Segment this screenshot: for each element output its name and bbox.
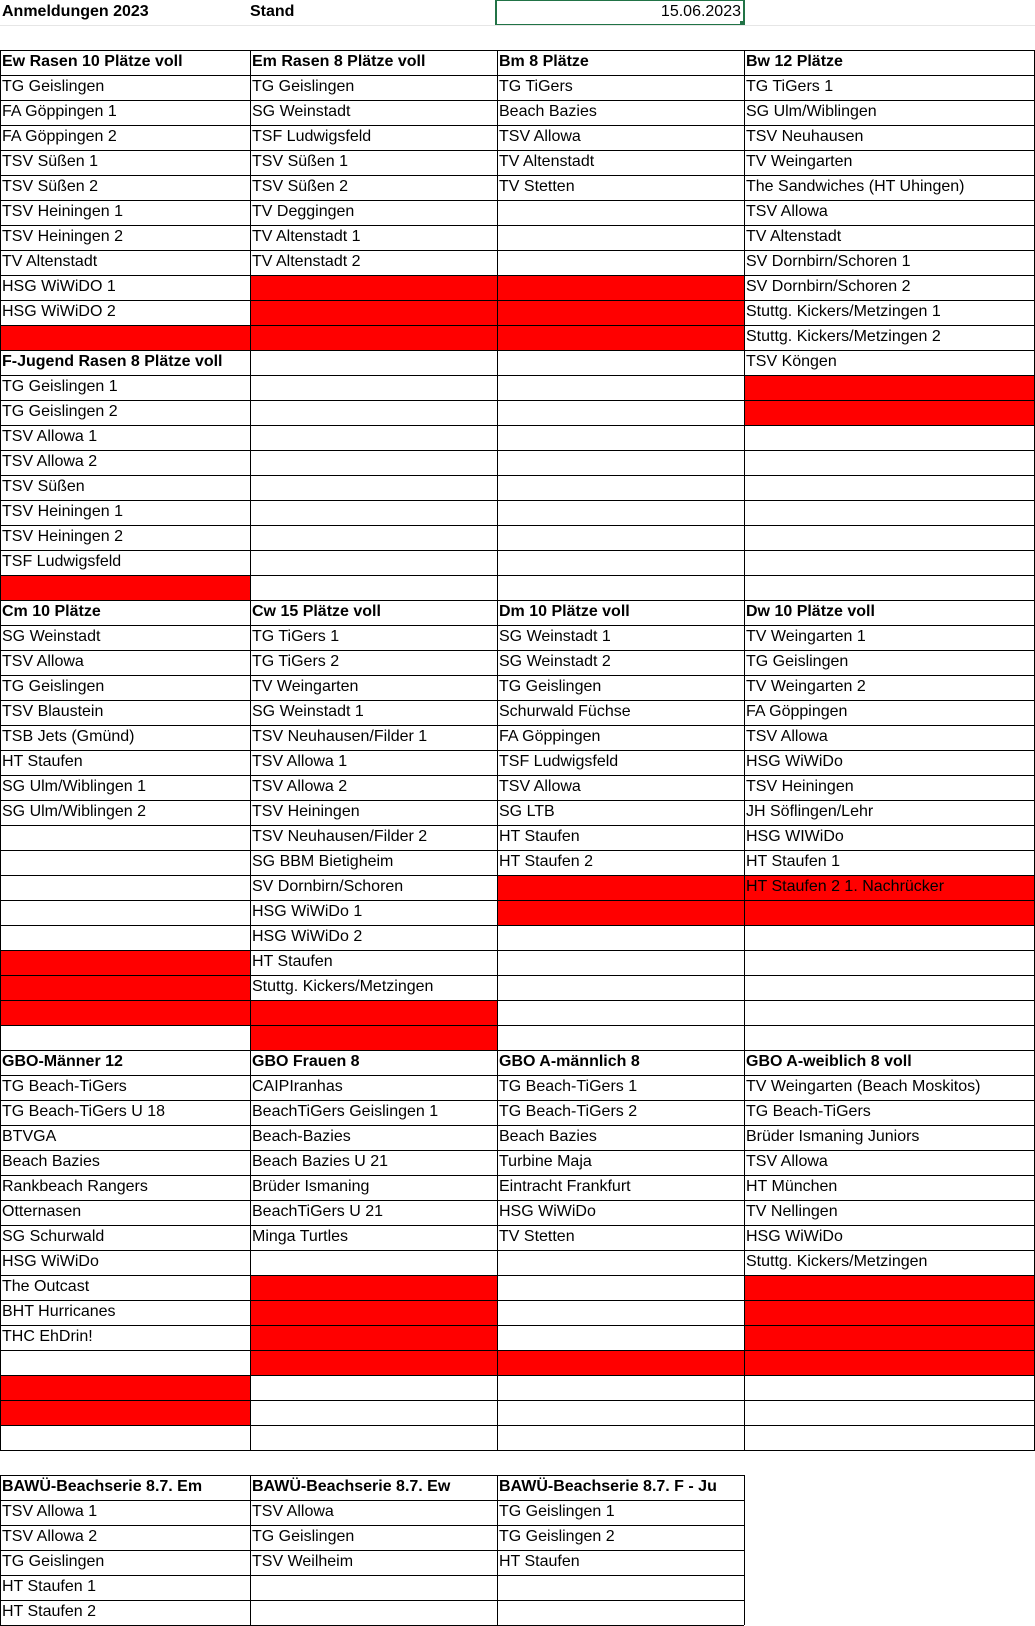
column-border [0, 600, 1, 1050]
row-border [0, 900, 1035, 901]
team-cell[interactable]: TSV Weilheim [252, 1553, 354, 1570]
row-border [0, 1100, 1035, 1101]
column-header[interactable]: Em Rasen 8 Plätze voll [252, 53, 426, 70]
row-border [0, 1400, 1035, 1401]
team-cell[interactable]: TSB Jets (Gmünd) [2, 728, 135, 745]
row-border [0, 1525, 744, 1526]
row-border [0, 75, 1035, 76]
column-border [497, 600, 498, 1050]
team-cell[interactable]: SG Weinstadt 2 [499, 653, 611, 670]
row-border [0, 300, 1035, 301]
team-cell[interactable]: TSV Heiningen 2 [2, 528, 123, 545]
team-cell[interactable]: TSV Süßen [2, 478, 85, 495]
team-cell[interactable]: HT München [746, 1178, 838, 1195]
row-border [0, 850, 1035, 851]
team-cell[interactable]: TG Beach-TiGers [746, 1103, 871, 1120]
team-cell[interactable]: TV Weingarten 1 [746, 628, 866, 645]
row-border [0, 1075, 1035, 1076]
row-border [0, 50, 1035, 51]
column-border [497, 50, 498, 600]
column-header[interactable]: Dw 10 Plätze voll [746, 603, 875, 620]
row-border [0, 1425, 250, 1426]
column-header[interactable]: GBO-Männer 12 [2, 1053, 123, 1070]
team-cell[interactable]: TSV Allowa [2, 653, 84, 670]
row-border [0, 1025, 1035, 1026]
row-border [0, 750, 1035, 751]
row-border [0, 100, 1035, 101]
row-border [0, 200, 1035, 201]
row-border [0, 1575, 744, 1576]
row-border [0, 1175, 1035, 1176]
team-cell[interactable]: TG TiGers [499, 78, 573, 95]
team-cell[interactable]: HSG WiWiDo [746, 1228, 843, 1245]
team-cell[interactable]: TSV Süßen 1 [252, 153, 349, 170]
row-border [0, 450, 1035, 451]
team-cell[interactable]: BeachTiGers Geislingen 1 [252, 1103, 439, 1120]
team-cell[interactable]: TG Beach-TiGers [2, 1078, 127, 1095]
full-slot-marker[interactable] [744, 1325, 1035, 1350]
team-cell[interactable]: HT Staufen 2 [499, 853, 593, 870]
team-cell[interactable]: SG LTB [499, 803, 555, 820]
team-cell[interactable]: Brüder Ismaning Juniors [746, 1128, 920, 1145]
team-cell[interactable]: BTVGA [2, 1128, 57, 1145]
row-border [0, 1450, 1035, 1451]
team-cell[interactable]: TSV Allowa [746, 1153, 828, 1170]
full-slot-marker[interactable] [250, 300, 497, 325]
row-border [0, 500, 1035, 501]
team-cell[interactable]: TV Weingarten (Beach Moskitos) [746, 1078, 981, 1095]
row-border [0, 1475, 744, 1476]
team-cell[interactable]: TG TiGers 2 [252, 653, 340, 670]
team-cell[interactable]: TG Geislingen 1 [2, 378, 118, 395]
full-slot-marker[interactable] [744, 900, 1035, 925]
team-cell[interactable]: TSV Allowa 2 [2, 453, 98, 470]
row-border [0, 875, 1035, 876]
team-cell[interactable]: TSV Heiningen 1 [2, 503, 123, 520]
team-cell[interactable]: TV Stetten [499, 178, 575, 195]
team-cell[interactable]: TSV Allowa [746, 728, 828, 745]
column-header[interactable]: Bm 8 Plätze [499, 53, 589, 70]
row-border [0, 950, 1035, 951]
row-border [0, 1375, 1035, 1376]
team-cell[interactable]: FA Göppingen 1 [2, 103, 117, 120]
team-cell[interactable]: TV Stetten [499, 1228, 575, 1245]
team-cell[interactable]: TG Geislingen [746, 653, 849, 670]
team-cell[interactable]: TG Geislingen [252, 1528, 355, 1545]
team-cell[interactable]: Beach Bazies [2, 1153, 100, 1170]
team-cell[interactable]: TV Altenstadt [499, 153, 595, 170]
row-border [0, 775, 1035, 776]
team-cell[interactable]: HSG WIWiDo [746, 828, 844, 845]
full-slot-marker[interactable] [250, 1275, 497, 1300]
full-slot-marker[interactable] [0, 1000, 250, 1025]
date-cell[interactable]: 15.06.2023 [496, 0, 744, 25]
full-slot-marker[interactable] [744, 1350, 1035, 1375]
team-cell[interactable]: SG Weinstadt [2, 628, 101, 645]
team-cell[interactable]: The Outcast [2, 1278, 90, 1295]
column-border [0, 1475, 1, 1625]
row-border [0, 1350, 1035, 1351]
team-cell[interactable]: TSV Allowa [746, 203, 828, 220]
team-cell[interactable]: Stuttg. Kickers/Metzingen [252, 978, 434, 995]
column-header[interactable]: Cm 10 Plätze [2, 603, 101, 620]
row-border [0, 1300, 1035, 1301]
team-cell[interactable]: TG Geislingen 2 [499, 1528, 615, 1545]
column-border [250, 50, 251, 600]
team-cell[interactable]: HT Staufen [252, 953, 333, 970]
column-header[interactable]: BAWÜ-Beachserie 8.7. F - Ju [499, 1478, 717, 1495]
sheet-title[interactable]: Anmeldungen 2023 [2, 3, 149, 20]
row-border [0, 625, 1035, 626]
team-cell[interactable]: SV Dornbirn/Schoren 1 [746, 253, 911, 270]
full-slot-marker[interactable] [0, 975, 250, 1000]
row-border [0, 1200, 1035, 1201]
team-cell[interactable]: TSV Allowa [499, 778, 581, 795]
column-border [0, 1050, 1, 1450]
row-border [0, 725, 1035, 726]
team-cell[interactable]: SG Ulm/Wiblingen [746, 103, 877, 120]
row-border [0, 800, 1035, 801]
row-border [0, 175, 1035, 176]
column-border [744, 1475, 745, 1625]
team-cell[interactable]: TSV Neuhausen/Filder 2 [252, 828, 428, 845]
full-slot-marker[interactable] [250, 275, 497, 300]
team-cell[interactable]: Beach Bazies [499, 1128, 597, 1145]
team-cell[interactable]: TSV Allowa [499, 128, 581, 145]
team-cell[interactable]: TV Weingarten [252, 678, 359, 695]
full-slot-marker[interactable] [250, 1350, 497, 1375]
column-header[interactable]: BAWÜ-Beachserie 8.7. Em [2, 1478, 203, 1495]
row-border [0, 1225, 1035, 1226]
team-cell[interactable]: HSG WiWiDo [2, 1253, 99, 1270]
team-cell[interactable]: Beach Bazies U 21 [252, 1153, 389, 1170]
column-header[interactable]: F-Jugend Rasen 8 Plätze voll [2, 353, 223, 370]
row-border [0, 825, 1035, 826]
full-slot-marker[interactable] [250, 325, 497, 350]
team-cell[interactable]: Brüder Ismaning [252, 1178, 370, 1195]
row-border [0, 675, 1035, 676]
gridline [0, 25, 1035, 26]
team-cell[interactable]: TG TiGers 1 [746, 78, 834, 95]
team-cell[interactable]: TSV Allowa 2 [252, 778, 348, 795]
team-cell[interactable]: TG TiGers 1 [252, 628, 340, 645]
team-cell[interactable]: TSV Heiningen [252, 803, 360, 820]
full-slot-marker[interactable] [250, 1025, 497, 1050]
team-cell[interactable]: TSV Allowa 1 [2, 428, 98, 445]
team-cell[interactable]: TSF Ludwigsfeld [499, 753, 619, 770]
row-border [0, 1000, 1035, 1001]
row-border [0, 925, 1035, 926]
team-cell[interactable]: TSV Allowa [252, 1503, 334, 1520]
column-header[interactable]: GBO A-weiblich 8 voll [746, 1053, 912, 1070]
team-cell[interactable]: TSV Köngen [746, 353, 837, 370]
row-border [0, 1150, 1035, 1151]
full-slot-marker[interactable] [250, 1000, 497, 1025]
team-cell[interactable]: TV Altenstadt [746, 228, 842, 245]
team-cell[interactable]: TG Geislingen 2 [2, 403, 118, 420]
full-slot-marker[interactable] [744, 400, 1035, 425]
team-cell[interactable]: HSG WiWiDo 1 [252, 903, 363, 920]
team-cell[interactable]: Stuttg. Kickers/Metzingen 1 [746, 303, 941, 320]
column-header[interactable]: Bw 12 Plätze [746, 53, 843, 70]
full-slot-marker[interactable] [497, 900, 744, 925]
team-cell[interactable]: TSV Süßen 1 [2, 153, 99, 170]
team-cell[interactable]: SG BBM Bietigheim [252, 853, 394, 870]
row-border [0, 325, 1035, 326]
full-slot-marker[interactable] [744, 375, 1035, 400]
team-cell[interactable]: TV Nellingen [746, 1203, 838, 1220]
team-cell[interactable]: The Sandwiches (HT Uhingen) [746, 178, 965, 195]
row-border [0, 1050, 1035, 1051]
row-border [0, 350, 1035, 351]
full-slot-marker[interactable] [497, 325, 744, 350]
row-border [0, 1500, 744, 1501]
column-border [250, 1400, 251, 1425]
column-header[interactable]: BAWÜ-Beachserie 8.7. Ew [252, 1478, 451, 1495]
team-cell[interactable]: Otternasen [2, 1203, 82, 1220]
team-cell[interactable]: TSV Süßen 2 [2, 178, 99, 195]
stand-label[interactable]: Stand [250, 3, 295, 20]
team-cell[interactable]: HSG WiWiDo 2 [252, 928, 363, 945]
full-slot-marker[interactable] [0, 325, 250, 350]
row-border [0, 275, 1035, 276]
row-border [0, 525, 1035, 526]
column-border [250, 600, 251, 1050]
team-cell[interactable]: HT Staufen 1 [746, 853, 840, 870]
full-slot-marker[interactable] [250, 1300, 497, 1325]
team-cell[interactable]: SG Ulm/Wiblingen 1 [2, 778, 147, 795]
team-cell[interactable]: HT Staufen 2 [2, 1603, 96, 1620]
column-border [744, 1050, 745, 1450]
team-cell[interactable]: TSV Allowa 1 [252, 753, 348, 770]
full-slot-marker[interactable] [0, 950, 250, 975]
team-cell[interactable]: SG Weinstadt 1 [499, 628, 611, 645]
team-cell[interactable]: Stuttg. Kickers/Metzingen 2 [746, 328, 941, 345]
team-cell[interactable]: TV Altenstadt 2 [252, 253, 361, 270]
row-border [0, 575, 1035, 576]
team-cell[interactable]: FA Göppingen [746, 703, 848, 720]
team-cell[interactable]: TG Geislingen [2, 1553, 105, 1570]
waitlist-cell[interactable]: HT Staufen 2 1. Nachrücker [744, 875, 1035, 900]
full-slot-marker[interactable] [0, 575, 250, 600]
team-cell[interactable]: TG Beach-TiGers 2 [499, 1103, 638, 1120]
column-border [497, 1050, 498, 1450]
row-border [0, 1275, 1035, 1276]
team-cell[interactable]: TSV Blaustein [2, 703, 104, 720]
full-slot-marker[interactable] [497, 1350, 744, 1375]
row-border [0, 150, 1035, 151]
column-header[interactable]: GBO Frauen 8 [252, 1053, 360, 1070]
full-slot-marker[interactable] [744, 1300, 1035, 1325]
row-border [0, 650, 1035, 651]
full-slot-marker[interactable] [744, 1275, 1035, 1300]
row-border [0, 425, 1035, 426]
team-cell[interactable]: TSF Ludwigsfeld [2, 553, 122, 570]
full-slot-marker[interactable] [497, 275, 744, 300]
row-border [0, 700, 1035, 701]
row-border [0, 550, 1035, 551]
team-cell[interactable]: HSG WiWiDo [499, 1203, 596, 1220]
team-cell[interactable]: SG Weinstadt 1 [252, 703, 364, 720]
team-cell[interactable]: FA Göppingen 2 [2, 128, 117, 145]
column-border [744, 600, 745, 1050]
row-border [0, 125, 1035, 126]
team-cell[interactable]: HT Staufen [2, 753, 83, 770]
team-cell[interactable]: HSG WiWiDo [746, 753, 843, 770]
row-border [0, 1600, 744, 1601]
team-cell[interactable]: HT Staufen [499, 1553, 580, 1570]
column-header[interactable]: Dm 10 Plätze voll [499, 603, 630, 620]
team-cell[interactable]: HT Staufen 1 [2, 1578, 96, 1595]
column-border [497, 1475, 498, 1625]
team-cell[interactable]: TSV Heiningen 2 [2, 228, 123, 245]
team-cell[interactable]: FA Göppingen [499, 728, 601, 745]
team-cell[interactable]: SV Dornbirn/Schoren 2 [746, 278, 911, 295]
team-cell[interactable]: HSG WiWiDO 1 [2, 278, 116, 295]
row-border [0, 1250, 1035, 1251]
team-cell[interactable]: SG Ulm/Wiblingen 2 [2, 803, 147, 820]
team-cell[interactable]: TSF Ludwigsfeld [252, 128, 372, 145]
column-border [0, 1400, 1, 1425]
team-cell[interactable]: THC EhDrin! [2, 1328, 93, 1345]
column-border [0, 50, 1, 600]
row-border [0, 375, 1035, 376]
team-cell[interactable]: TG Geislingen [252, 78, 355, 95]
team-cell[interactable]: SG Weinstadt [252, 103, 351, 120]
team-cell[interactable]: TV Deggingen [252, 203, 355, 220]
team-cell[interactable]: CAIPIranhas [252, 1078, 343, 1095]
column-border [744, 50, 745, 600]
team-cell[interactable]: TV Weingarten 2 [746, 678, 866, 695]
team-cell[interactable]: Minga Turtles [252, 1228, 349, 1245]
team-cell[interactable]: Turbine Maja [499, 1153, 592, 1170]
team-cell[interactable]: TSV Heiningen 1 [2, 203, 123, 220]
full-slot-marker[interactable] [497, 300, 744, 325]
team-cell[interactable]: TV Altenstadt 1 [252, 228, 361, 245]
team-cell[interactable]: TG Geislingen [499, 678, 602, 695]
team-cell[interactable]: SG Schurwald [2, 1228, 105, 1245]
team-cell[interactable]: Beach-Bazies [252, 1128, 351, 1145]
team-cell[interactable]: TSV Heiningen [746, 778, 854, 795]
team-cell[interactable]: TG Geislingen [2, 78, 105, 95]
team-cell[interactable]: TSV Süßen 2 [252, 178, 349, 195]
column-border [250, 1475, 251, 1625]
team-cell[interactable]: TSV Neuhausen [746, 128, 864, 145]
row-border [0, 1550, 744, 1551]
row-border [0, 475, 1035, 476]
column-border [250, 1050, 251, 1450]
team-cell[interactable]: TSV Neuhausen/Filder 1 [252, 728, 428, 745]
team-cell[interactable]: TG Geislingen [2, 678, 105, 695]
full-slot-marker[interactable] [497, 875, 744, 900]
team-cell[interactable]: Rankbeach Rangers [2, 1178, 148, 1195]
full-slot-marker[interactable] [250, 1325, 497, 1350]
team-cell[interactable]: SV Dornbirn/Schoren [252, 878, 404, 895]
row-border [0, 1125, 1035, 1126]
team-cell[interactable]: BeachTiGers U 21 [252, 1203, 384, 1220]
team-cell[interactable]: Stuttg. Kickers/Metzingen [746, 1253, 928, 1270]
team-cell[interactable]: TSV Allowa 2 [2, 1528, 98, 1545]
team-cell[interactable]: Beach Bazies [499, 103, 597, 120]
column-header[interactable]: Cw 15 Plätze voll [252, 603, 381, 620]
row-border [0, 1325, 1035, 1326]
row-border [0, 600, 1035, 601]
row-border [0, 250, 1035, 251]
column-header[interactable]: GBO A-männlich 8 [499, 1053, 640, 1070]
team-cell[interactable]: Schurwald Füchse [499, 703, 631, 720]
team-cell[interactable]: BHT Hurricanes [2, 1303, 116, 1320]
team-cell[interactable]: TSV Allowa 1 [2, 1503, 98, 1520]
column-header[interactable]: Ew Rasen 10 Plätze voll [2, 53, 183, 70]
team-cell[interactable]: Eintracht Frankfurt [499, 1178, 631, 1195]
team-cell[interactable]: TV Altenstadt [2, 253, 98, 270]
team-cell[interactable]: TV Weingarten [746, 153, 853, 170]
team-cell[interactable]: TG Beach-TiGers U 18 [2, 1103, 166, 1120]
team-cell[interactable]: HT Staufen [499, 828, 580, 845]
team-cell[interactable]: TG Beach-TiGers 1 [499, 1078, 638, 1095]
row-border [0, 225, 1035, 226]
row-border [0, 400, 1035, 401]
team-cell[interactable]: TG Geislingen 1 [499, 1503, 615, 1520]
team-cell[interactable]: HSG WiWiDO 2 [2, 303, 116, 320]
team-cell[interactable]: JH Söflingen/Lehr [746, 803, 874, 820]
row-border [0, 975, 1035, 976]
